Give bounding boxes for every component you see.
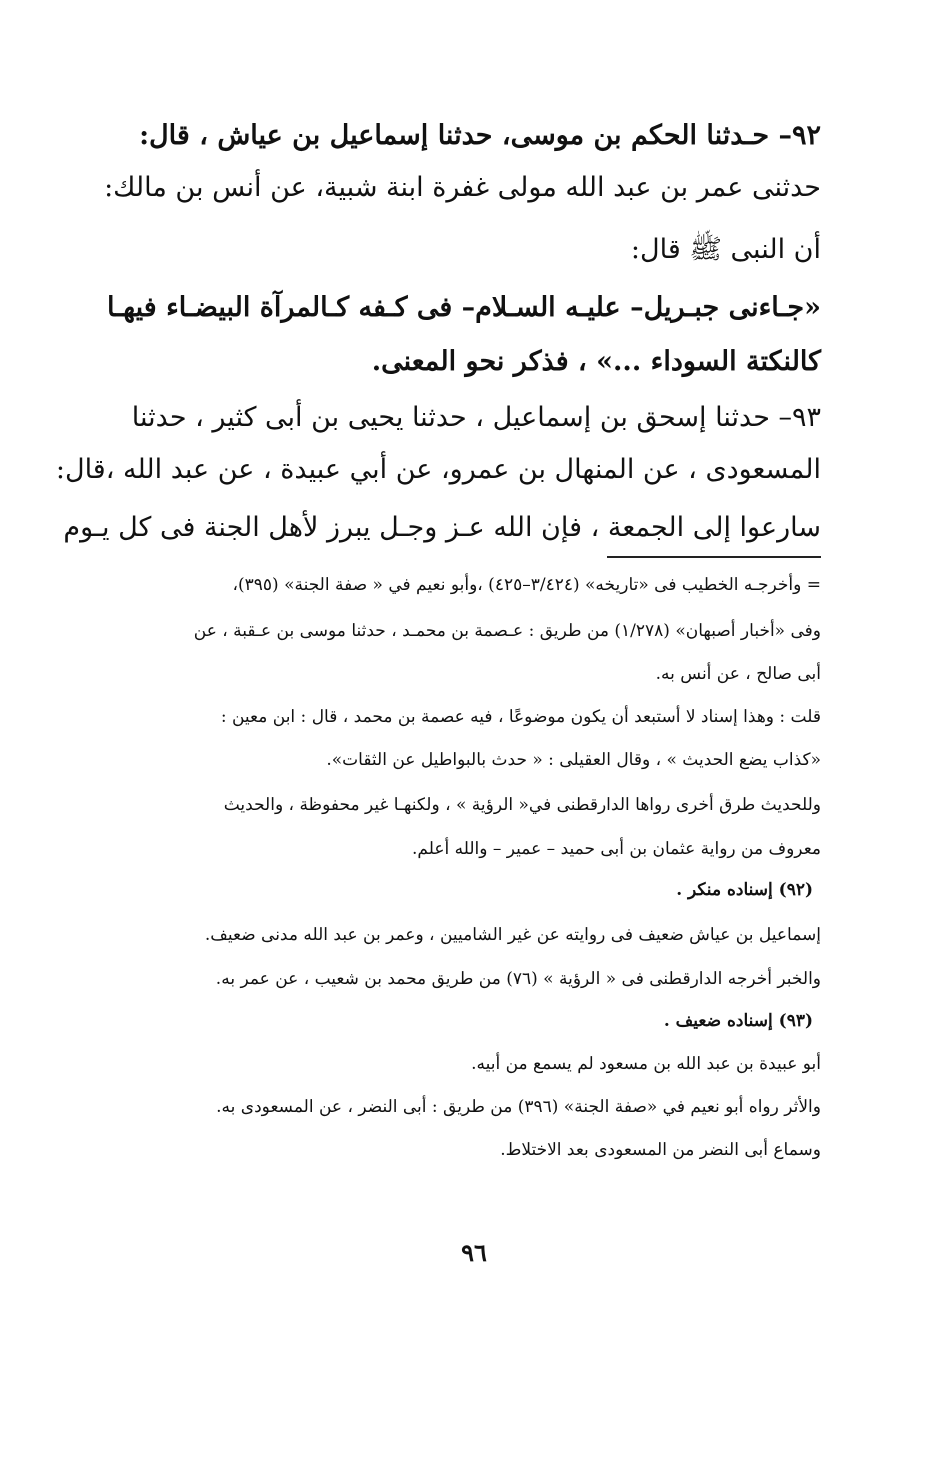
hadith-93-line-3: سارعوا إلى الجمعة ، فإن الله عـز وجـل يبرز لأهل الجنة فى كل يـوم	[63, 512, 821, 543]
footnote-separator	[607, 556, 821, 558]
footnote-line: قلت : وهذا إسناد لا أستبعد أن يكون موضوعًا ، فيه عصمة بن محمد ، قال : ابن معين :	[220, 707, 821, 727]
footnote-heading-92: (٩٢) إسناده منكر .	[676, 880, 813, 900]
footnote-line: = وأخرجـه الخطيب فى «تاريخه» (٣/٤٢٤–٤٢٥) ،وأبو نعيم في « صفة الجنة» (٣٩٥)،	[232, 575, 821, 595]
footnote-line: أبى صالح ، عن أنس به.	[655, 664, 821, 684]
footnote-line: وفى «أخبار أصبهان» (١/٢٧٨) من طريق : عـصمة بن محمـد ، حدثنا موسى بن عـقبة ، عن	[193, 621, 821, 641]
footnote-line: وللحديث طرق أخرى رواها الدارقطنى في« الرؤية » ، ولكنهـا غير محفوظة ، والحديث	[223, 795, 821, 815]
footnote-line: «كذاب يضع الحديث » ، وقال العقيلى : « حدث بالبواطيل عن الثقات».	[326, 750, 821, 770]
hadith-92-line-2: حدثنى عمر بن عبد الله مولى غفرة ابنة شبية، عن أنس بن مالك:	[104, 172, 821, 203]
hadith-92-line-1: ٩٢– حـدثنا الحكم بن موسى، حدثنا إسماعيل بن عياش ، قال:	[139, 120, 821, 151]
hadith-92-line-3: أن النبى ﷺ قال:	[630, 234, 821, 265]
footnote-line: إسماعيل بن عياش ضعيف فى روايته عن غير الشاميين ، وعمر بن عبد الله مدنى ضعيف.	[204, 925, 821, 945]
footnote-line: وسماع أبى النضر من المسعودى بعد الاختلاط.	[500, 1140, 821, 1160]
footnote-line: معروف من رواية عثمان بن أبى حميد – عمير – والله أعلم.	[412, 839, 821, 859]
footnote-line: والخبر أخرجه الدارقطنى فى « الرؤية » (٧٦) من طريق محمد بن شعيب ، عن عمر به.	[215, 969, 821, 989]
footnote-heading-93: (٩٣) إسناده ضعيف .	[663, 1011, 813, 1031]
page-number: ٩٦	[461, 1238, 487, 1267]
footnote-line: أبو عبيدة بن عبد الله بن مسعود لم يسمع من أبيه.	[471, 1054, 821, 1074]
hadith-92-quote-line-2: كالنكتة السوداء ...» ، فذكر نحو المعنى.	[371, 346, 821, 377]
hadith-92-quote-line-1: «جـاءنى جبـريل– عليـه السـلام– فى كـفه كـالمرآة البيضـاء فيهـا	[107, 292, 821, 323]
hadith-93-line-1: ٩٣– حدثنا إسحق بن إسماعيل ، حدثنا يحيى بن أبى كثير ، حدثنا	[131, 402, 821, 433]
footnote-line: والأثر رواه أبو نعيم في «صفة الجنة» (٣٩٦) من طريق : أبى النضر ، عن المسعودى به.	[216, 1097, 821, 1117]
hadith-93-line-2: المسعودى ، عن المنهال بن عمرو، عن أبي عبيدة ، عن عبد الله ،قال:	[55, 454, 821, 485]
